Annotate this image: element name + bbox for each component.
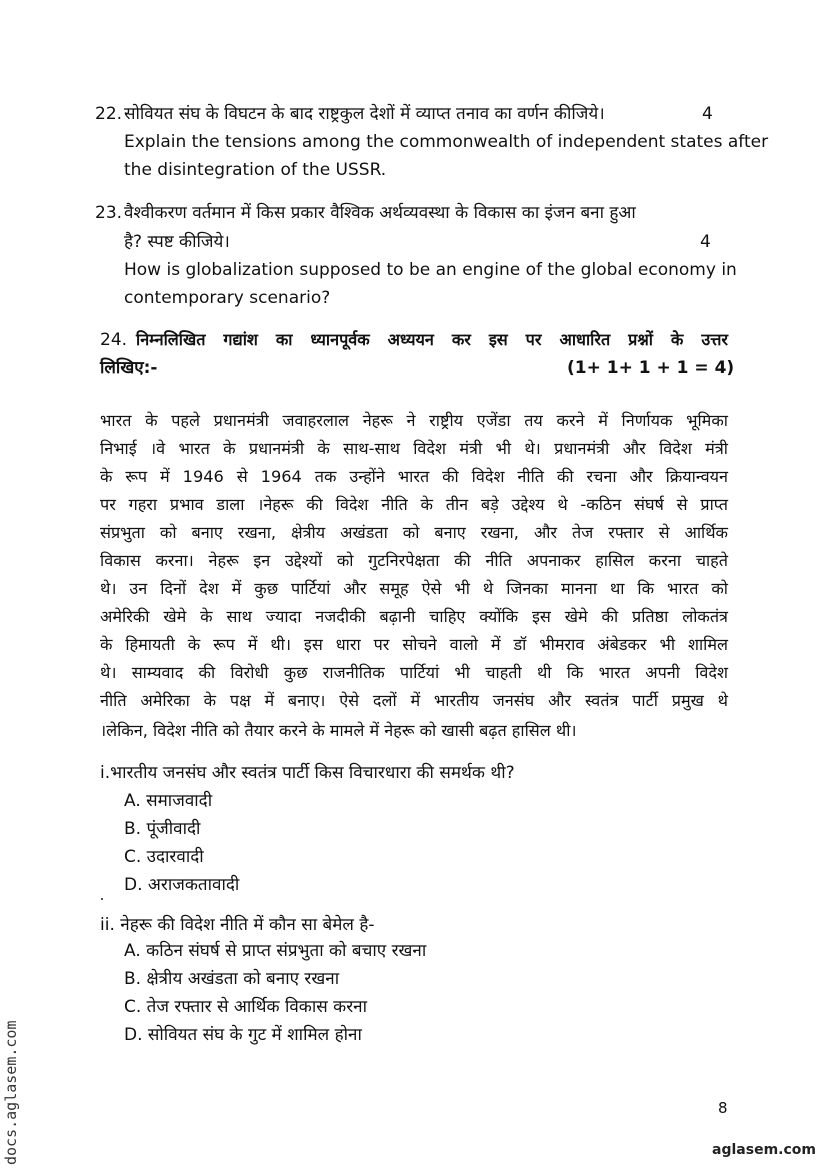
option-i-d: D. अराजकतावादी (124, 875, 240, 895)
q23-marks: 4 (700, 232, 711, 252)
option-i-b: B. पूंजीवादी (124, 819, 201, 839)
passage-line: विकास करना। नेहरू इन उद्देश्यों को गुटनिरपेक्षता की नीति अपनाकर हासिल करना चाहते (100, 551, 728, 570)
q24-number: 24. (100, 330, 128, 350)
passage-line: के हिमायती के रूप में थी। इस धारा पर सोचने वालो में डॉ भीमराव अंबेडकर भी शामिल (100, 635, 728, 654)
passage-last-line: ।लेकिन, विदेश नीति को तैयार करने के मामले में नेहरू को खासी बढ़त हासिल थी। (100, 721, 577, 740)
side-watermark: docs.aglasem.com (2, 1020, 20, 1165)
stray-dot (101, 898, 103, 900)
passage-line: थे। उन दिनों देश में कुछ पार्टियां और समूह ऐसे भी थे जिनका मानना था कि भारत को (100, 579, 728, 598)
q23-hindi-2: है? स्पष्ट कीजिये। (124, 232, 230, 252)
passage-line: भारत के पहले प्रधानमंत्री जवाहरलाल नेहरू ने राष्ट्रीय एजेंडा तय करने में निर्णायक भूमिका (100, 411, 728, 430)
sub-question-ii: ii. नेहरू की विदेश नीति में कौन सा बेमेल है- (100, 915, 375, 935)
q22-number: 22. (95, 104, 123, 124)
q22-english-2: the disintegration of the USSR. (124, 160, 387, 180)
passage-line: निभाई ।वे भारत के प्रधानमंत्री के साथ-साथ विदेश मंत्री भी थे। प्रधानमंत्री और विदेश मंत्री (100, 439, 728, 458)
option-ii-b: B. क्षेत्रीय अखंडता को बनाए रखना (124, 969, 340, 989)
option-ii-d: D. सोवियत संघ के गुट में शामिल होना (124, 1025, 362, 1045)
option-i-a: A. समाजवादी (124, 791, 213, 811)
q22-hindi: सोवियत संघ के विघटन के बाद राष्ट्रकुल देशों में व्याप्त तनाव का वर्णन कीजिये। (124, 104, 605, 124)
passage-line: के रूप में 1946 से 1964 तक उन्होंने भारत की विदेश नीति की रचना और क्रियान्वयन (100, 467, 728, 486)
q24-marks: (1+ 1+ 1 + 1 = 4) (567, 358, 735, 378)
q24-heading-1: निम्नलिखित गद्यांश का ध्यानपूर्वक अध्ययन कर इस पर आधारित प्रश्नों के उत्तर (136, 330, 728, 349)
passage-line: संप्रभुता को बनाए रखना, क्षेत्रीय अखंडता को बनाए रखना, और तेज रफ्तार से आर्थिक (100, 523, 728, 542)
q23-english-2: contemporary scenario? (124, 288, 331, 308)
passage-line: पर गहरा प्रभाव डाला ।नेहरू की विदेश नीति के तीन बड़े उद्देश्य थे -कठिन संघर्ष से प्राप्त (100, 495, 728, 514)
passage-line: थे। साम्यवाद की विरोधी कुछ राजनीतिक पार्टियां भी चाहती थी कि भारत अपनी विदेश (100, 663, 728, 682)
passage-line: नीति अमेरिका के पक्ष में बनाए। ऐसे दलों में भारतीय जनसंघ और स्वतंत्र पार्टी प्रमुख थे (100, 691, 728, 710)
q22-marks: 4 (702, 104, 713, 124)
footer-brand: aglasem.com (712, 1142, 816, 1158)
page-number: 8 (718, 1099, 728, 1117)
option-ii-a: A. कठिन संघर्ष से प्राप्त संप्रभुता को बचाए रखना (124, 941, 427, 961)
passage-line: अमेरिकी खेमे के साथ ज्यादा नजदीकी बढ़ानी चाहिए क्योंकि इस खेमे की प्रतिष्ठा लोकतंत्र (100, 607, 728, 626)
q23-hindi-1: वैश्वीकरण वर्तमान में किस प्रकार वैश्विक अर्थव्यवस्था के विकास का इंजन बना हुआ (124, 203, 636, 223)
q23-number: 23. (95, 203, 123, 223)
q22-english-1: Explain the tensions among the commonwealth of independent states after (124, 132, 769, 152)
sub-question-i: i.भारतीय जनसंघ और स्वतंत्र पार्टी किस विचारधारा की समर्थक थी? (100, 763, 515, 783)
option-ii-c: C. तेज रफ्तार से आर्थिक विकास करना (124, 997, 368, 1017)
q23-english-1: How is globalization supposed to be an engine of the global economy in (124, 260, 737, 280)
option-i-c: C. उदारवादी (124, 847, 204, 867)
q24-heading-2: लिखिए:- (100, 358, 158, 378)
